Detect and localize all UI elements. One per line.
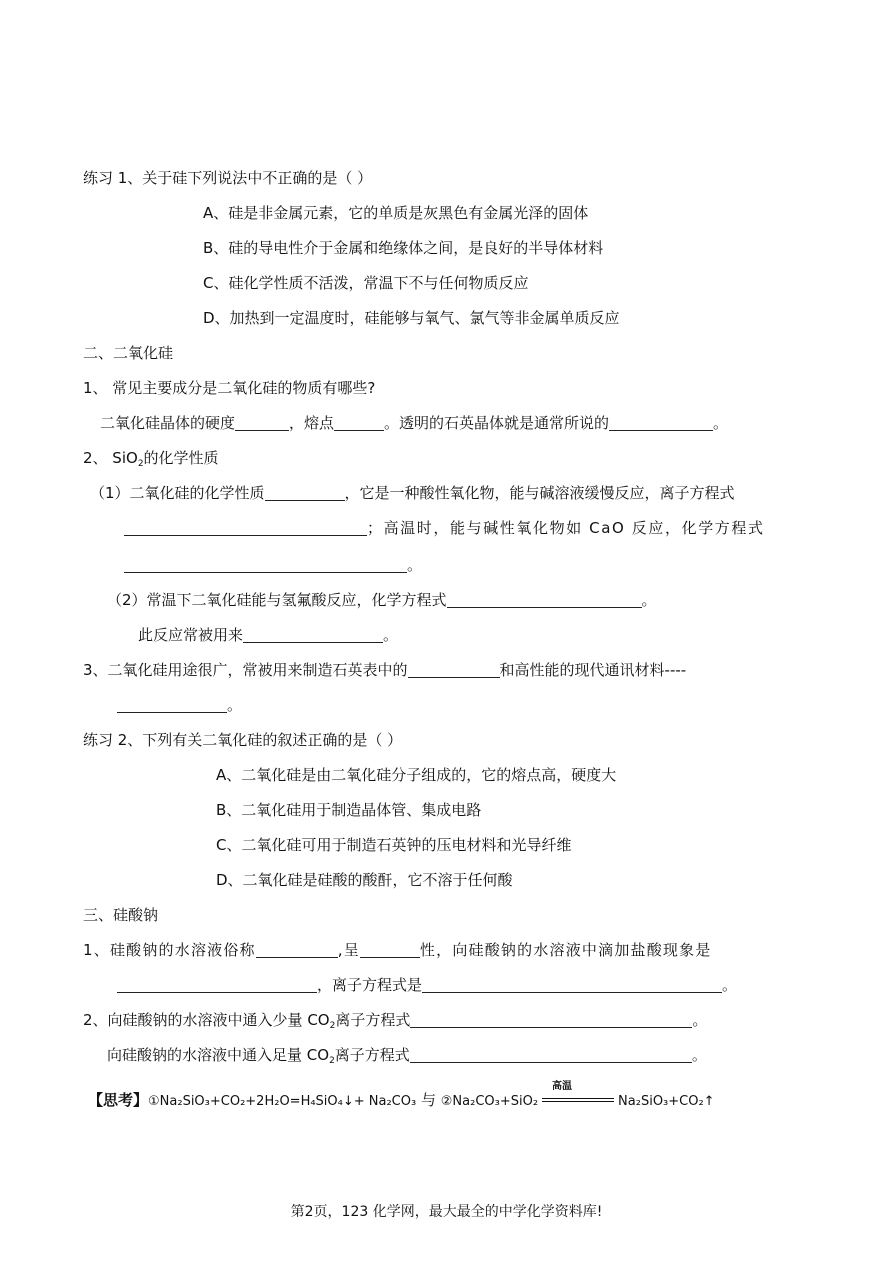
exercise2-question: 练习 2、下列有关二氧化硅的叙述正确的是（ ） [83,731,403,749]
exercise1-question: 练习 1、关于硅下列说法中不正确的是（ ） [83,169,373,187]
section2-question3-cont: 。 [117,695,242,715]
think-equation-1: ①Na₂SiO₃+CO₂+2H₂O=H₄SiO₄↓+ Na₂CO₃ [148,1094,417,1109]
reaction-condition: 高温 [552,1081,573,1092]
blank-crystal-name[interactable] [609,414,713,431]
section3-question1-line2: ，离子方程式是 。 [117,975,737,995]
exercise1-option-c: C、硅化学性质不活泼，常温下不与任何物质反应 [203,274,529,292]
section2-question2: 2、 SiO$_2$的化学性质 [83,449,219,469]
section3-question3: 向硅酸钠的水溶液中通入足量 $CO_2$离子方程式 。 [107,1046,707,1066]
blank-chemical-property[interactable] [265,484,345,501]
exercise1-option-d: D、加热到一定温度时，硅能够与氧气、氯气等非金属单质反应 [203,309,620,327]
blank-acidity[interactable] [360,941,420,958]
blank-co2-small-equation[interactable] [410,1011,692,1028]
page-footer: 第2页，123 化学网，最大最全的中学化学资料库! [290,1204,603,1220]
reaction-condition-arrow [538,1081,618,1110]
section2-part1-line2: ；高温时，能与碱性氧化物如 CaO 反应，化学方程式 [124,518,765,538]
blank-cao-equation[interactable] [124,556,407,573]
exercise2-option-c: C、二氧化硅可用于制造石英钟的压电材料和光导纤维 [216,836,572,854]
think-equation-2-right: Na₂SiO₃+CO₂↑ [618,1094,715,1109]
blank-hf-use[interactable] [243,626,383,643]
blank-co2-excess-equation[interactable] [410,1046,692,1063]
exercise2-option-a: A、二氧化硅是由二氧化硅分子组成的，它的熔点高，硬度大 [216,766,617,784]
blank-hf-equation[interactable] [447,591,642,608]
exercise2-option-d: D、二氧化硅是硅酸的酸酐，它不溶于任何酸 [216,871,513,889]
section2-question1: 1、 常见主要成分是二氧化硅的物质有哪些? [83,379,376,397]
blank-melting-point[interactable] [334,414,384,431]
section2-part2-line1: （2）常温下二氧化硅能与氢氟酸反应，化学方程式 。 [107,591,657,609]
think-label: 【思考】 [88,1091,149,1109]
blank-hardness[interactable] [235,414,289,431]
section2-q1-fill-line: 二氧化硅晶体的硬度 ，熔点 。透明的石英晶体就是通常所说的 。 [100,414,729,432]
blank-phenomenon[interactable] [117,976,317,993]
section3-question2: 2、向硅酸钠的水溶液中通入少量 $CO_2$离子方程式 。 [83,1011,708,1031]
section2-heading: 二、二氧化硅 [83,344,174,362]
blank-hcl-ionic-equation[interactable] [422,976,722,993]
think-joiner: 与 [416,1091,441,1109]
blank-ionic-equation[interactable] [124,519,367,536]
exercise2-option-b: B、二氧化硅用于制造晶体管、集成电路 [216,801,482,819]
section2-part1-line3: 。 [124,555,422,575]
section3-question1-line1: 1、硅酸钠的水溶液俗称 ,呈 性，向硅酸钠的水溶液中滴加盐酸现象是 [83,941,712,959]
blank-quartz-part[interactable] [408,661,500,678]
think-equation-2-left: ②Na₂CO₃+SiO₂ [440,1094,539,1109]
exercise1-option-b: B、硅的导电性介于金属和绝缘体之间，是良好的半导体材料 [203,239,604,257]
section2-part1-line1: （1）二氧化硅的化学性质 ，它是一种酸性氧化物，能与碱溶液缓慢反应，离子方程式 [90,484,735,502]
blank-communication-material[interactable] [117,696,227,713]
section3-heading: 三、硅酸钠 [83,906,159,924]
section2-part2-line2: 此反应常被用来 。 [138,626,399,644]
exercise1-option-a: A、硅是非金属元素，它的单质是灰黑色有金属光泽的固体 [203,204,589,222]
blank-common-name[interactable] [256,941,338,958]
section2-question3: 3、二氧化硅用途很广，常被用来制造石英表中的 和高性能的现代通讯材料---- [83,661,687,679]
think-section [88,1081,715,1112]
